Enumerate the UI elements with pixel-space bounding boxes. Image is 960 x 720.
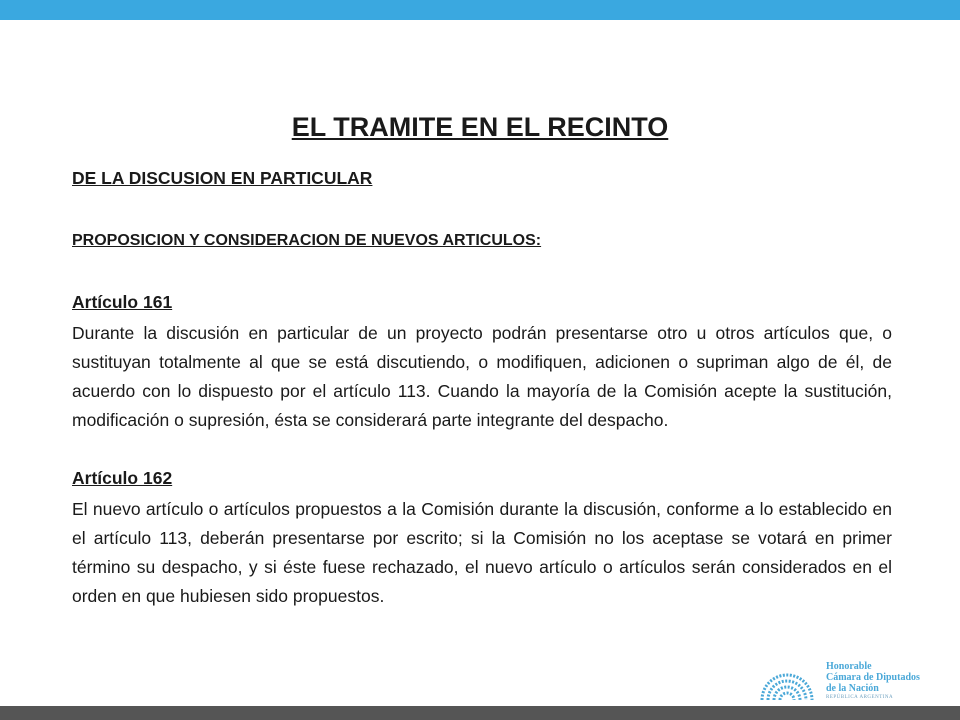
logo-text xyxy=(826,661,920,701)
subsection-heading: PROPOSICION Y CONSIDERACION DE NUEVOS ARTICULOS: xyxy=(72,232,542,249)
article-161-heading: Artículo 161 xyxy=(72,292,173,312)
top-accent-bar xyxy=(0,0,960,20)
article-162-heading: Artículo 162 xyxy=(72,468,173,488)
congress-dome-icon xyxy=(756,652,818,704)
logo-line-4: REPÚBLICA ARGENTINA xyxy=(826,695,894,700)
article-161-text: Durante la discusión en particular de un proyecto podrán presentarse otro u otros artículos que, o sustituyan totalmente al que se está discutiendo, o modifiquen, adicionen o supriman algo de él, de acuerdo con lo dispuesto por el artículo 113. Cuando la mayoría de la Comisión acepte la sustitución, modificación o supresión, ésta se considerará parte integrante del despacho. xyxy=(72,323,892,430)
page-title: EL TRAMITE EN EL RECINTO xyxy=(291,112,669,142)
logo-line-1: Honorable xyxy=(826,661,872,672)
logo-line-2: Cámara de Diputados xyxy=(826,672,920,683)
article-162-text: El nuevo artículo o artículos propuestos a la Comisión durante la discusión, conforme a lo establecido en el artículo 113, deberán presentarse por escrito; si la Comisión no los aceptase se votará en primer término su despacho, y si éste fuese rechazado, el nuevo artículo o artículos serán considerados en el orden en que hubiesen sido propuestos. xyxy=(72,499,892,606)
bottom-accent-bar xyxy=(0,706,960,720)
section-heading: DE LA DISCUSION EN PARTICULAR xyxy=(72,168,373,188)
document-body xyxy=(72,164,892,611)
logo-line-3: de la Nación xyxy=(826,683,879,694)
chamber-logo xyxy=(756,652,936,706)
